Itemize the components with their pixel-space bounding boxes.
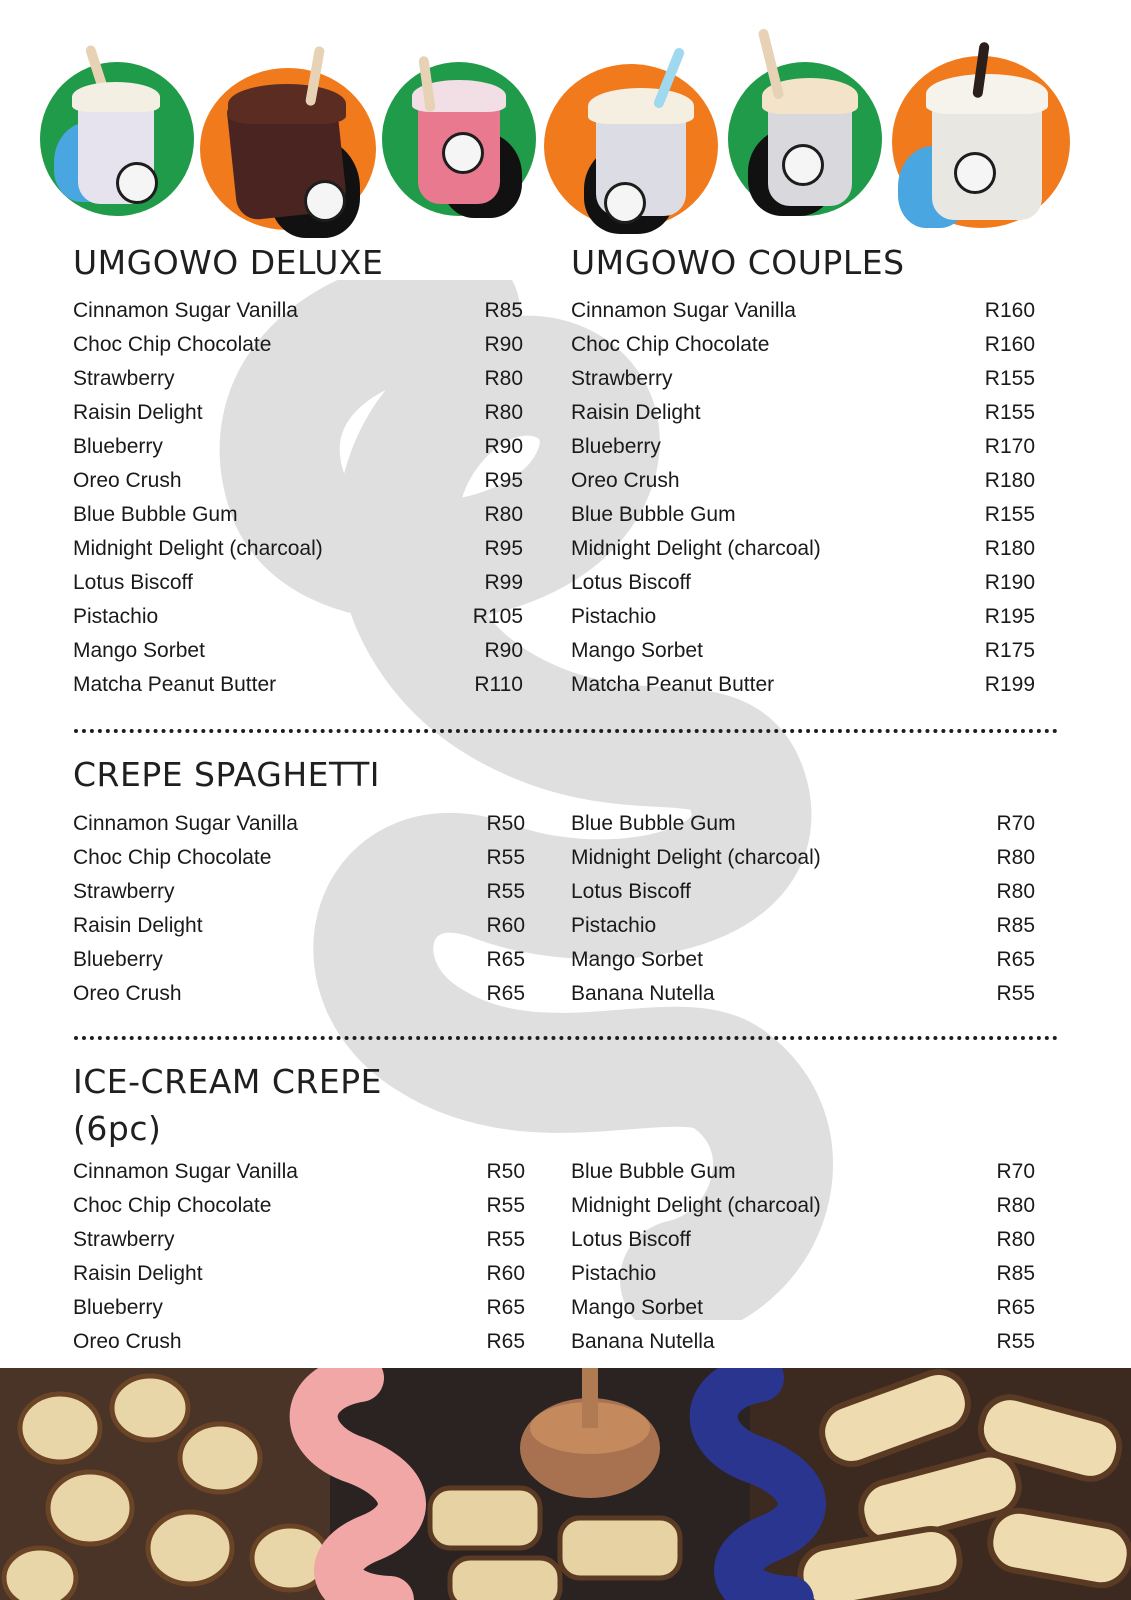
menu-item-price: R65 <box>996 948 1035 971</box>
menu-item-price: R55 <box>486 1228 525 1251</box>
menu-item <box>73 1257 525 1291</box>
menu-item <box>73 943 525 977</box>
menu-item-name: Cinnamon Sugar Vanilla <box>73 812 298 835</box>
menu-item-price: R195 <box>984 605 1035 628</box>
menu-item <box>73 396 523 430</box>
menu-item-price: R199 <box>984 673 1035 696</box>
menu-item <box>73 532 523 566</box>
menu-item-price: R80 <box>484 367 523 390</box>
menu-item-name: Choc Chip Chocolate <box>73 333 272 356</box>
menu-item <box>571 1257 1035 1291</box>
menu-item-price: R65 <box>486 982 525 1005</box>
ice-cream-crepe-list-right <box>571 1155 1035 1359</box>
dotted-divider-1 <box>74 729 1058 733</box>
menu-item-name: Lotus Biscoff <box>571 571 691 594</box>
menu-item-name: Choc Chip Chocolate <box>73 1194 272 1217</box>
menu-item-price: R85 <box>996 1262 1035 1285</box>
menu-item <box>73 668 523 702</box>
menu-item-price: R90 <box>484 639 523 662</box>
menu-item <box>73 294 523 328</box>
menu-item <box>73 977 525 1011</box>
menu-item-name: Lotus Biscoff <box>571 1228 691 1251</box>
milkshake-photo-4 <box>544 64 718 228</box>
menu-item-price: R170 <box>984 435 1035 458</box>
menu-item-price: R155 <box>984 367 1035 390</box>
menu-item-price: R50 <box>486 1160 525 1183</box>
menu-item-name: Pistachio <box>73 605 159 628</box>
menu-item-name: Cinnamon Sugar Vanilla <box>73 299 298 322</box>
menu-item-name: Midnight Delight (charcoal) <box>571 1194 821 1217</box>
menu-item <box>571 1223 1035 1257</box>
menu-item-name: Choc Chip Chocolate <box>571 333 770 356</box>
ice-cream-crepe-list-left <box>73 1155 525 1359</box>
menu-item-price: R55 <box>486 1194 525 1217</box>
milkshake-photo-1 <box>40 62 194 216</box>
section-subtitle-ice-cream-crepe: (6pc) <box>73 1109 162 1148</box>
menu-item <box>571 600 1035 634</box>
section-title-umgowo-couples: UMGOWO COUPLES <box>571 243 905 282</box>
menu-item-name: Matcha Peanut Butter <box>73 673 277 696</box>
menu-item-name: Midnight Delight (charcoal) <box>571 537 821 560</box>
section-title-umgowo-deluxe: UMGOWO DELUXE <box>73 243 384 282</box>
menu-item-price: R180 <box>984 469 1035 492</box>
menu-item-price: R99 <box>484 571 523 594</box>
menu-item <box>73 464 523 498</box>
menu-item <box>73 498 523 532</box>
menu-item-price: R65 <box>486 948 525 971</box>
menu-item-price: R80 <box>996 846 1035 869</box>
menu-item-price: R65 <box>486 1296 525 1319</box>
menu-item-price: R160 <box>984 299 1035 322</box>
menu-item-name: Oreo Crush <box>73 982 182 1005</box>
menu-item <box>73 875 525 909</box>
menu-item-name: Banana Nutella <box>571 1330 715 1353</box>
menu-item-name: Pistachio <box>571 1262 657 1285</box>
menu-item <box>73 1189 525 1223</box>
menu-item-name: Raisin Delight <box>73 401 203 424</box>
menu-item <box>571 566 1035 600</box>
menu-item <box>73 328 523 362</box>
menu-item-name: Strawberry <box>571 367 673 390</box>
menu-item-name: Midnight Delight (charcoal) <box>73 537 323 560</box>
menu-item-name: Strawberry <box>73 1228 175 1251</box>
menu-item-name: Oreo Crush <box>73 469 182 492</box>
milkshake-photo-6 <box>892 56 1070 228</box>
menu-item-price: R55 <box>486 880 525 903</box>
menu-item <box>571 875 1035 909</box>
menu-item-price: R80 <box>484 503 523 526</box>
menu-item-price: R55 <box>486 846 525 869</box>
menu-item-name: Blue Bubble Gum <box>571 503 736 526</box>
menu-item-name: Cinnamon Sugar Vanilla <box>571 299 796 322</box>
menu-item <box>73 1155 525 1189</box>
menu-item-name: Blue Bubble Gum <box>571 812 736 835</box>
milkshake-photo-5 <box>728 62 882 216</box>
menu-item <box>571 294 1035 328</box>
crepe-spaghetti-list-right <box>571 807 1035 1011</box>
menu-item <box>571 909 1035 943</box>
menu-item-price: R55 <box>996 1330 1035 1353</box>
menu-item <box>73 600 523 634</box>
menu-item <box>571 841 1035 875</box>
dotted-divider-2 <box>74 1036 1058 1040</box>
menu-item <box>73 566 523 600</box>
umgowo-couples-list <box>571 294 1035 702</box>
menu-item-price: R60 <box>486 914 525 937</box>
crepe-photo-graphic <box>0 1368 1131 1600</box>
menu-item-price: R90 <box>484 333 523 356</box>
menu-item <box>73 362 523 396</box>
menu-item <box>571 1291 1035 1325</box>
menu-item-price: R110 <box>474 673 523 696</box>
menu-item-name: Cinnamon Sugar Vanilla <box>73 1160 298 1183</box>
menu-item <box>571 396 1035 430</box>
menu-item-price: R65 <box>996 1296 1035 1319</box>
menu-item-name: Mango Sorbet <box>73 639 205 662</box>
umgowo-deluxe-list <box>73 294 523 702</box>
menu-item-name: Pistachio <box>571 605 657 628</box>
crepe-spaghetti-list-left <box>73 807 525 1011</box>
menu-item-price: R190 <box>984 571 1035 594</box>
menu-item-name: Banana Nutella <box>571 982 715 1005</box>
menu-item-name: Blue Bubble Gum <box>571 1160 736 1183</box>
menu-item-name: Blue Bubble Gum <box>73 503 238 526</box>
milkshake-photo-3 <box>382 62 536 216</box>
menu-item-name: Lotus Biscoff <box>571 880 691 903</box>
menu-item-name: Lotus Biscoff <box>73 571 193 594</box>
menu-item <box>571 532 1035 566</box>
menu-item <box>571 1189 1035 1223</box>
menu-item <box>571 977 1035 1011</box>
menu-item-name: Blueberry <box>571 435 661 458</box>
menu-item-price: R155 <box>984 503 1035 526</box>
menu-item-price: R95 <box>484 469 523 492</box>
menu-item-price: R80 <box>484 401 523 424</box>
menu-item-name: Raisin Delight <box>571 401 701 424</box>
menu-item-price: R180 <box>984 537 1035 560</box>
menu-item-name: Oreo Crush <box>73 1330 182 1353</box>
menu-item-price: R105 <box>472 605 523 628</box>
menu-item-price: R80 <box>996 880 1035 903</box>
menu-item <box>73 807 525 841</box>
menu-item-price: R90 <box>484 435 523 458</box>
section-title-crepe-spaghetti: CREPE SPAGHETTI <box>73 755 380 794</box>
menu-item-name: Strawberry <box>73 880 175 903</box>
header-photo-strip <box>0 0 1131 240</box>
milkshake-photo-2 <box>200 68 376 230</box>
menu-item <box>571 362 1035 396</box>
menu-item-name: Midnight Delight (charcoal) <box>571 846 821 869</box>
menu-item <box>571 1325 1035 1359</box>
menu-item <box>73 634 523 668</box>
menu-item-name: Mango Sorbet <box>571 1296 703 1319</box>
menu-item <box>73 841 525 875</box>
menu-item-price: R50 <box>486 812 525 835</box>
menu-item <box>571 943 1035 977</box>
menu-item-price: R80 <box>996 1228 1035 1251</box>
menu-item-name: Choc Chip Chocolate <box>73 846 272 869</box>
menu-item-name: Blueberry <box>73 1296 163 1319</box>
menu-item-name: Matcha Peanut Butter <box>571 673 775 696</box>
menu-item-price: R70 <box>996 1160 1035 1183</box>
menu-item <box>571 464 1035 498</box>
menu-item-price: R175 <box>984 639 1035 662</box>
menu-item-price: R80 <box>996 1194 1035 1217</box>
menu-item <box>571 807 1035 841</box>
menu-item <box>571 498 1035 532</box>
menu-item-name: Mango Sorbet <box>571 639 703 662</box>
menu-item <box>73 909 525 943</box>
menu-item-price: R85 <box>484 299 523 322</box>
menu-item-price: R95 <box>484 537 523 560</box>
menu-item <box>571 328 1035 362</box>
menu-item-name: Blueberry <box>73 948 163 971</box>
menu-item <box>73 1291 525 1325</box>
menu-item <box>73 1223 525 1257</box>
menu-item-name: Raisin Delight <box>73 1262 203 1285</box>
menu-item-price: R155 <box>984 401 1035 424</box>
menu-item-name: Pistachio <box>571 914 657 937</box>
menu-item-price: R160 <box>984 333 1035 356</box>
menu-item-name: Raisin Delight <box>73 914 203 937</box>
menu-item-name: Blueberry <box>73 435 163 458</box>
menu-item-name: Mango Sorbet <box>571 948 703 971</box>
menu-item-price: R65 <box>486 1330 525 1353</box>
menu-item-name: Oreo Crush <box>571 469 680 492</box>
section-title-ice-cream-crepe: ICE-CREAM CREPE <box>73 1062 382 1101</box>
menu-item-name: Strawberry <box>73 367 175 390</box>
footer-crepe-photo <box>0 1368 1131 1600</box>
menu-item <box>73 430 523 464</box>
menu-item <box>571 430 1035 464</box>
menu-item <box>571 634 1035 668</box>
menu-item <box>571 1155 1035 1189</box>
menu-item-price: R85 <box>996 914 1035 937</box>
menu-item <box>73 1325 525 1359</box>
menu-item-price: R55 <box>996 982 1035 1005</box>
menu-item-price: R70 <box>996 812 1035 835</box>
menu-item-price: R60 <box>486 1262 525 1285</box>
menu-item <box>571 668 1035 702</box>
